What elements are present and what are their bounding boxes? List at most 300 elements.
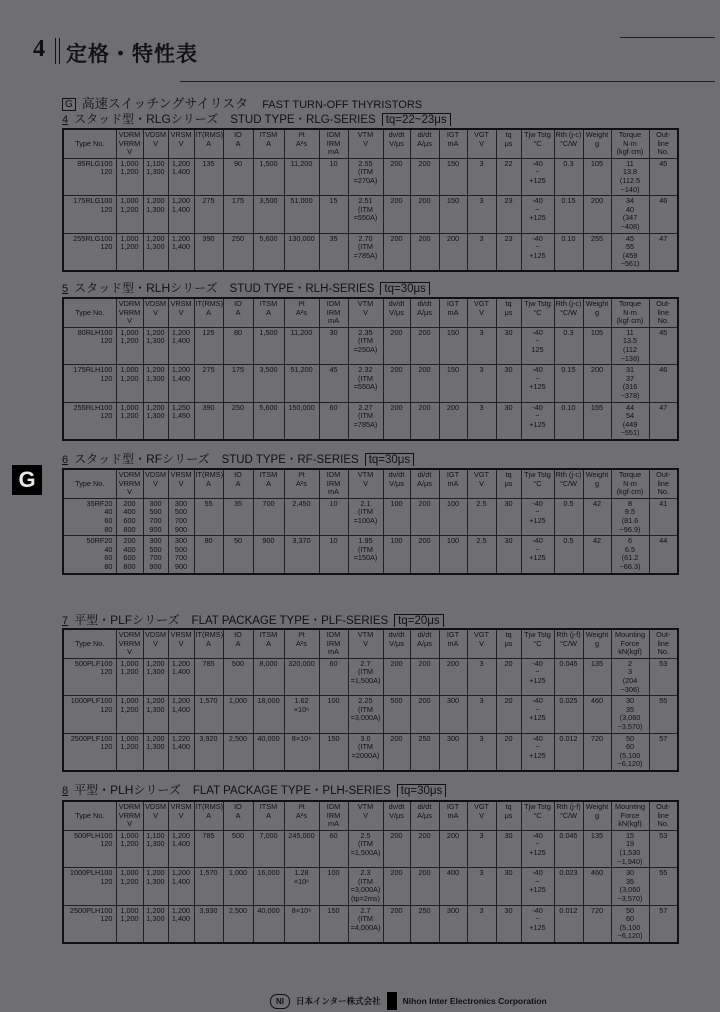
cell-line: 2.35 — [358, 327, 373, 337]
cell-line: mA — [447, 478, 459, 488]
section-title-en: STUD TYPE・RLH-SERIES — [229, 283, 375, 295]
cell-line: 45 — [625, 233, 635, 243]
cell-line: Out-line — [656, 299, 671, 317]
cell-line: mA — [328, 316, 339, 326]
cell-line: 700 — [174, 515, 188, 525]
cell-line: 23 — [504, 196, 513, 206]
cell-line: 120 — [100, 373, 113, 383]
cell-line: Rth (j-c) — [555, 470, 582, 479]
cell-line: =100A) — [353, 515, 378, 525]
table-row — [63, 733, 678, 771]
column-header — [521, 801, 554, 830]
cell-line: 800 — [123, 561, 136, 571]
column-header — [168, 469, 194, 498]
cell-line: 120 — [100, 742, 113, 752]
value-cell — [496, 327, 521, 364]
cell-line: (kgf·cm) — [616, 316, 644, 326]
cell-line: 30 — [504, 402, 513, 412]
value-cell — [611, 498, 649, 535]
value-cell — [319, 233, 348, 271]
cell-line: 22 — [504, 158, 513, 168]
cell-line: -40 — [532, 658, 543, 668]
cell-line: I²t — [298, 130, 305, 139]
cell-line: 15 — [625, 830, 635, 840]
value-cell — [223, 536, 253, 574]
cell-line: V/μs — [389, 478, 404, 488]
cell-line: IO — [234, 130, 242, 139]
cell-line: ~1,940) — [617, 856, 643, 866]
column-header — [168, 129, 194, 158]
cell-line: 1,300 — [146, 242, 165, 252]
type-number-cell — [63, 868, 116, 905]
cell-line: Type No. — [75, 307, 105, 317]
cell-line: 120 — [100, 242, 113, 252]
column-header-type — [63, 629, 116, 658]
cell-line: A — [235, 638, 241, 648]
value-cell — [649, 196, 678, 233]
value-cell — [223, 830, 253, 867]
cell-line: 200 — [390, 196, 403, 206]
cell-line: 175 — [231, 365, 245, 375]
column-header — [116, 298, 143, 327]
table-row — [63, 158, 678, 195]
cell-line: =550A) — [353, 382, 378, 392]
value-cell — [410, 658, 439, 695]
company-logo-icon: NI — [270, 994, 290, 1009]
tq-badge: tq=30μs — [397, 784, 446, 797]
column-header — [284, 129, 319, 158]
cell-line: IGT — [446, 130, 460, 139]
cell-line: Torque N·m — [618, 470, 642, 488]
value-cell — [319, 536, 348, 574]
cell-line: 60 — [329, 658, 338, 668]
cell-line: =270A) — [353, 175, 378, 185]
cell-line: mA — [328, 647, 339, 657]
cell-line: IGT — [446, 802, 460, 811]
cell-line: 400 — [446, 868, 460, 878]
tq-badge: tq=22~23μs — [382, 113, 451, 126]
cell-line: 55 — [204, 498, 213, 508]
cell-line: (112.5 — [619, 175, 641, 185]
cell-line: 1.95 — [358, 536, 373, 546]
cell-line: 2.1 — [360, 498, 371, 508]
table-row — [63, 696, 678, 733]
value-cell — [649, 696, 678, 733]
cell-line: 100 — [446, 536, 460, 546]
cell-line: 900 — [149, 524, 162, 534]
cell-line: IGT — [446, 630, 460, 639]
cell-line: 55 — [659, 696, 668, 706]
category-title-jp: 高速スイッチングサイリスタ — [81, 96, 249, 111]
cell-line: 120 — [100, 167, 113, 177]
value-cell — [253, 402, 284, 440]
vdrm-cell — [116, 868, 143, 905]
value-cell — [319, 696, 348, 733]
cell-line: Tjw Tstg — [524, 130, 551, 139]
cell-line: 150 — [446, 196, 460, 206]
value-cell — [649, 658, 678, 695]
cell-line: dv/dt — [388, 630, 405, 639]
cell-line: A/μs — [417, 638, 432, 648]
value-cell — [223, 402, 253, 440]
column-header — [439, 298, 467, 327]
vdsm-cell — [143, 658, 168, 695]
cell-line: VDSM — [144, 470, 167, 479]
value-cell — [410, 327, 439, 364]
cell-line: Weight — [585, 470, 609, 479]
value-cell — [319, 658, 348, 695]
value-cell — [284, 733, 319, 771]
cell-line: 1,400 — [171, 914, 191, 924]
value-cell — [383, 905, 410, 943]
type-number-cell — [63, 658, 116, 695]
vdsm-cell — [143, 327, 168, 364]
cell-line: IGT — [446, 470, 460, 479]
cell-line: 135 — [590, 830, 604, 840]
column-header — [194, 801, 223, 830]
cell-line: 1,200 — [171, 868, 191, 878]
cell-line: VGT — [474, 130, 489, 139]
cell-line: 37 — [625, 373, 635, 383]
cell-line: 200 — [418, 830, 431, 840]
cell-line: °C/W — [559, 138, 578, 148]
vrsm-cell — [168, 327, 194, 364]
cell-line: (kgf·cm) — [616, 147, 644, 157]
cell-line: 1,000 — [228, 868, 248, 878]
value-cell — [649, 830, 678, 867]
value-cell — [496, 733, 521, 771]
cell-line: 0.3 — [563, 158, 574, 168]
value-cell — [223, 696, 253, 733]
value-cell — [611, 696, 649, 733]
value-cell — [521, 365, 554, 402]
cell-line: 1,000 — [120, 402, 139, 412]
table-row — [63, 196, 678, 233]
cell-line: 150 — [446, 327, 460, 337]
cell-line: 300 — [446, 905, 460, 915]
vdsm-cell — [143, 905, 168, 943]
value-cell — [194, 365, 223, 402]
cell-line: tq — [505, 130, 512, 139]
cell-line: 255RLH100 — [73, 402, 113, 412]
value-cell — [319, 868, 348, 905]
type-number-cell — [63, 196, 116, 233]
cell-line: 0.5 — [563, 536, 574, 546]
column-header — [611, 129, 649, 158]
cell-line: -40 — [532, 196, 543, 206]
cell-line: V — [479, 138, 484, 148]
value-cell — [284, 498, 319, 535]
value-cell — [521, 327, 554, 364]
cell-line: 200 — [418, 498, 431, 508]
column-header — [496, 129, 521, 158]
value-cell — [649, 327, 678, 364]
cell-line: 200 — [390, 365, 403, 375]
vdrm-cell — [116, 658, 143, 695]
value-cell — [348, 158, 383, 195]
value-cell — [223, 868, 253, 905]
cell-line: 155 — [590, 402, 604, 412]
vdrm-cell — [116, 905, 143, 943]
cell-line: 1,200 — [120, 242, 139, 252]
value-cell — [496, 402, 521, 440]
cell-line: Out-line — [656, 130, 671, 148]
vdsm-cell — [143, 233, 168, 271]
value-cell — [521, 498, 554, 535]
cell-line: Rth (j-c) — [555, 299, 582, 308]
cell-line: A — [235, 138, 241, 148]
cell-line: mA — [328, 819, 339, 829]
cell-line: VDRM VRRM — [118, 299, 141, 317]
cell-line: V — [363, 478, 368, 488]
cell-line: di/dt — [417, 802, 432, 811]
cell-line: 3,500 — [259, 196, 278, 206]
cell-line: tq — [505, 802, 512, 811]
column-header — [439, 469, 467, 498]
value-cell — [223, 233, 253, 271]
cell-line: 1,400 — [171, 876, 191, 886]
value-cell — [649, 158, 678, 195]
cell-line: 1,000 — [120, 868, 139, 878]
value-cell — [383, 402, 410, 440]
cell-line: ~561) — [620, 259, 640, 269]
cell-line: 275 — [202, 196, 215, 206]
column-header — [521, 298, 554, 327]
cell-line: Type No. — [75, 638, 105, 648]
cell-line: 8×10⁶ — [291, 905, 312, 915]
cell-line: -40 — [532, 830, 543, 840]
cell-line: VRSM — [170, 630, 192, 639]
cell-line: 55 — [659, 868, 668, 878]
cell-line: V — [153, 810, 158, 820]
cell-line: 300 — [446, 733, 460, 743]
cell-line: 2.5 — [476, 498, 487, 508]
value-cell — [439, 402, 467, 440]
cell-line: 720 — [590, 733, 604, 743]
cell-line: 1,000 — [120, 233, 139, 243]
cell-line: 50RF20 — [86, 536, 113, 546]
column-header — [319, 298, 348, 327]
value-cell — [554, 905, 583, 943]
cell-line: (204 — [622, 675, 638, 685]
value-cell — [348, 830, 383, 867]
cell-line: (ITM — [358, 839, 373, 849]
value-cell — [439, 658, 467, 695]
cell-line: No. — [657, 819, 669, 829]
cell-line: 1,200 — [171, 696, 191, 706]
cell-line: A/μs — [417, 478, 432, 488]
table-row — [63, 233, 678, 271]
section-title-en: STUD TYPE・RF-SERIES — [221, 454, 359, 466]
cell-line: 1,000 — [120, 365, 139, 375]
cell-line: 250 — [418, 733, 431, 743]
cell-line: 1,200 — [120, 914, 139, 924]
vrsm-cell — [168, 868, 194, 905]
column-header — [116, 629, 143, 658]
cell-line: 2500PLH100 — [69, 905, 113, 915]
cell-line: Tjw Tstg — [524, 802, 551, 811]
cell-line: 500 — [231, 658, 245, 668]
cell-line: VDRM VRRM — [118, 802, 141, 820]
cell-line: 53 — [659, 658, 668, 668]
cell-line: Out-line — [656, 630, 671, 648]
cell-line: 500PLH100 — [73, 830, 113, 840]
cell-line: 0.15 — [561, 196, 576, 206]
cell-line: Tjw Tstg — [524, 470, 551, 479]
cell-line: Weight — [585, 630, 609, 639]
cell-line: 100 — [390, 536, 403, 546]
cell-line: -40 — [532, 365, 543, 375]
cell-line: 700 — [149, 553, 162, 563]
cell-line: 51,200 — [290, 365, 313, 375]
cell-line: 11 — [626, 158, 634, 168]
side-tab-g: G — [12, 465, 42, 495]
column-header-type — [63, 469, 116, 498]
cell-line: 120 — [100, 411, 113, 421]
column-header — [223, 129, 253, 158]
cell-line: 150 — [446, 158, 460, 168]
tq-badge: tq=30μs — [365, 453, 414, 466]
vdrm-cell — [116, 327, 143, 364]
cell-line: 0.15 — [561, 365, 576, 375]
cell-line: 60 — [329, 402, 338, 412]
column-header — [194, 629, 223, 658]
cell-line: A — [206, 638, 211, 648]
cell-line: 175RLG100 — [73, 196, 113, 206]
cell-line: 500PLF100 — [74, 658, 113, 668]
section-title-jp: 平型・PLFシリーズ — [74, 613, 180, 627]
header-row — [63, 629, 678, 658]
cell-line: 1,200 — [171, 158, 191, 168]
cell-line: mA — [447, 638, 459, 648]
cell-line: 700 — [174, 553, 188, 563]
cell-line: A — [235, 810, 241, 820]
column-header — [583, 298, 611, 327]
cell-line: 1,100 — [146, 158, 165, 168]
cell-line: (ITM — [358, 742, 373, 752]
cell-line: 16,000 — [257, 868, 280, 878]
vrsm-cell — [168, 658, 194, 695]
cell-line: 200 — [390, 327, 403, 337]
value-cell — [383, 868, 410, 905]
cell-line: 1,300 — [146, 167, 165, 177]
value-cell — [521, 536, 554, 574]
column-header — [253, 629, 284, 658]
header-row — [63, 801, 678, 830]
value-cell — [410, 158, 439, 195]
column-header — [583, 469, 611, 498]
cell-line: =785A) — [353, 419, 378, 429]
chapter-title: 定格・特性表 — [66, 43, 198, 66]
vdrm-cell — [116, 365, 143, 402]
cell-line: IT(RMS) — [195, 299, 223, 308]
column-header-type — [63, 801, 116, 830]
cell-line: 150 — [327, 733, 340, 743]
cell-line: 785 — [202, 830, 215, 840]
vrsm-cell — [168, 830, 194, 867]
value-cell — [348, 365, 383, 402]
value-cell — [611, 365, 649, 402]
cell-line: V — [127, 647, 132, 657]
cell-line: °C/W — [559, 478, 578, 488]
value-cell — [554, 327, 583, 364]
cell-line: 42 — [592, 536, 602, 546]
cell-line: 3 — [479, 830, 484, 840]
value-cell — [223, 327, 253, 364]
cell-line: 60 — [104, 553, 113, 563]
cell-line: 1,000 — [120, 696, 139, 706]
cell-line: 1,100 — [146, 830, 165, 840]
cell-line: A — [266, 138, 271, 148]
cell-line: 30 — [504, 830, 513, 840]
cell-line: 30 — [504, 365, 513, 375]
cell-line: 200 — [446, 402, 460, 412]
cell-line: 200 — [418, 365, 431, 375]
column-header — [496, 801, 521, 830]
cell-line: Weight — [585, 130, 609, 139]
section-title-jp: 平型・PLHシリーズ — [74, 783, 181, 797]
cell-line: ~ — [535, 914, 540, 924]
column-header — [467, 298, 496, 327]
cell-line: V — [479, 810, 484, 820]
column-header — [168, 801, 194, 830]
cell-line: 42 — [592, 498, 602, 508]
column-header — [223, 629, 253, 658]
column-header — [143, 469, 168, 498]
cell-line: (tp=2ms) — [351, 893, 380, 903]
cell-line: 120 — [100, 914, 113, 924]
value-cell — [284, 536, 319, 574]
cell-line: A — [206, 307, 211, 317]
cell-line: 105 — [590, 158, 604, 168]
cell-line: 1,570 — [199, 868, 218, 878]
value-cell — [554, 868, 583, 905]
cell-line: (ITM — [358, 373, 373, 383]
value-cell — [223, 658, 253, 695]
cell-line: VRSM — [170, 130, 192, 139]
cell-line: 1,300 — [146, 667, 165, 677]
cell-line: 1,000 — [120, 158, 139, 168]
cell-line: 53 — [659, 830, 668, 840]
cell-line: 200 — [390, 905, 403, 915]
value-cell — [583, 905, 611, 943]
column-header — [554, 629, 583, 658]
cell-line: 150 — [327, 905, 340, 915]
cell-line: Weight — [585, 299, 609, 308]
cell-line: (3,060 — [619, 885, 641, 895]
cell-line: A²s — [296, 138, 307, 148]
cell-line: 1,400 — [171, 667, 191, 677]
value-cell — [439, 196, 467, 233]
column-header — [583, 801, 611, 830]
cell-line: (ITM — [358, 204, 373, 214]
value-cell — [649, 498, 678, 535]
vdrm-cell — [116, 233, 143, 271]
vdsm-cell — [143, 158, 168, 195]
column-header — [253, 298, 284, 327]
cell-line: 100 — [327, 696, 340, 706]
value-cell — [554, 830, 583, 867]
cell-line: μs — [504, 478, 513, 488]
cell-line: 20 — [504, 658, 513, 668]
spec-table — [62, 297, 679, 441]
column-header — [383, 298, 410, 327]
cell-line: ~66.3) — [619, 561, 641, 571]
cell-line: I²t — [298, 470, 305, 479]
cell-line: 0.023 — [559, 868, 578, 878]
type-number-cell — [63, 696, 116, 733]
cell-line: 10 — [329, 498, 338, 508]
